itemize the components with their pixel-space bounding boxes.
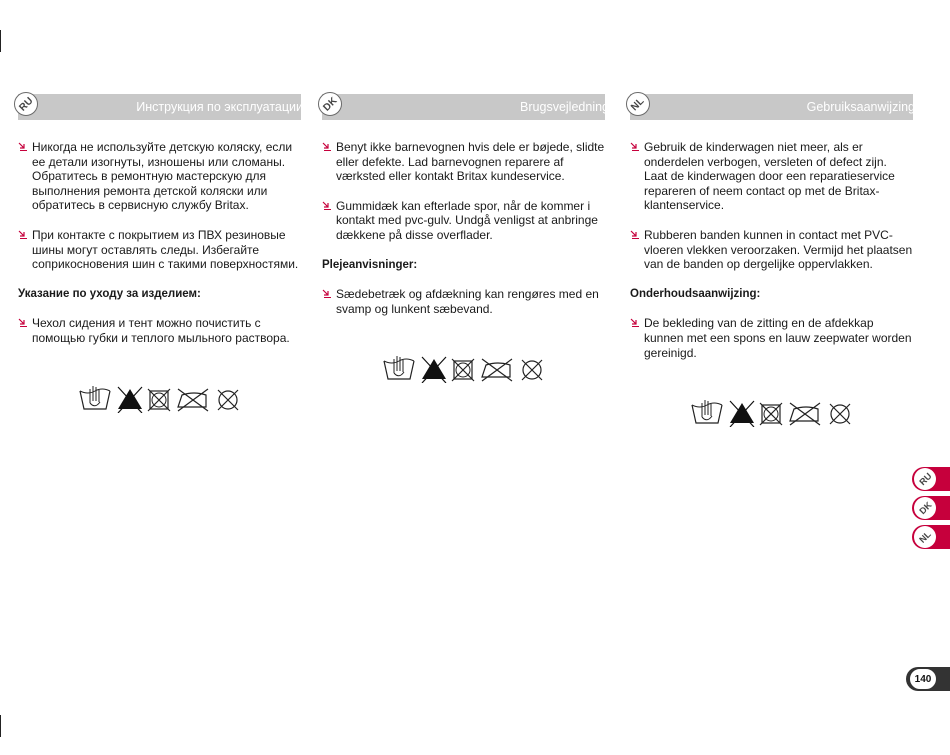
side-tab-label: NL	[917, 529, 933, 545]
arrow-bullet-icon	[18, 318, 28, 328]
arrow-bullet-icon	[322, 289, 332, 299]
column-content	[322, 120, 605, 387]
column-content	[630, 120, 913, 431]
no-iron-icon	[790, 403, 820, 425]
language-badge	[318, 92, 342, 116]
side-tab-ru[interactable]	[912, 467, 950, 491]
side-tab-dk[interactable]	[912, 496, 950, 520]
list-item	[18, 140, 301, 213]
no-bleach-icon	[118, 387, 142, 413]
care-heading: Plejeanvisninger:	[322, 258, 418, 271]
arrow-bullet-icon	[322, 142, 332, 152]
side-tab-badge	[914, 468, 936, 490]
crop-mark-top	[0, 30, 1, 52]
language-badge	[626, 92, 650, 116]
column-title: Gebruiksaanwijzing	[806, 100, 915, 114]
no-bleach-icon	[730, 401, 754, 427]
care-symbols	[382, 353, 552, 383]
no-bleach-icon	[422, 357, 446, 383]
list-item-text: Sædebetræk og afdækning kan rengøres med en svamp og lunkent sæbevand.	[336, 287, 599, 316]
arrow-bullet-icon	[630, 318, 640, 328]
list-item	[630, 140, 913, 213]
list-item	[18, 228, 301, 272]
care-heading: Указание по уходу за изделием:	[18, 287, 201, 300]
hand-wash-icon	[692, 400, 722, 423]
side-tab-nl[interactable]	[912, 525, 950, 549]
no-tumble-dry-icon	[148, 389, 170, 411]
no-dry-clean-icon	[522, 360, 542, 380]
column-title: Инструкция по эксплуатации	[136, 100, 303, 114]
list-item	[630, 228, 913, 272]
no-tumble-dry-icon	[452, 359, 474, 381]
no-tumble-dry-icon	[760, 403, 782, 425]
language-badge	[14, 92, 38, 116]
arrow-bullet-icon	[18, 142, 28, 152]
column-header	[320, 94, 609, 120]
arrow-bullet-icon	[630, 142, 640, 152]
list-item	[322, 140, 605, 184]
hand-wash-icon	[80, 386, 110, 409]
arrow-bullet-icon	[18, 230, 28, 240]
page-number-tab	[906, 667, 950, 691]
side-tab-label: DK	[916, 499, 934, 517]
language-code: NL	[629, 95, 647, 113]
column-header	[630, 94, 913, 120]
page-number: 140	[909, 668, 937, 690]
list-item-text: Rubberen banden kunnen in contact met PVC-vloeren vlekken veroorzaken. Vermijd het plaatsen van de banden op dergelijke oppervlakken.	[644, 227, 913, 272]
column-nl	[630, 94, 913, 431]
list-item-text: Чехол сидения и тент можно почистить с помощью губки и теплого мыльного раствора.	[32, 316, 290, 345]
arrow-bullet-icon	[322, 201, 332, 211]
list-item	[322, 199, 605, 243]
care-heading: Onderhoudsaanwijzing:	[630, 287, 761, 300]
column-header	[18, 94, 301, 120]
hand-wash-icon	[384, 356, 414, 379]
side-tab-label: RU	[916, 470, 934, 488]
crop-mark-bottom	[0, 715, 1, 737]
list-item-text: Никогда не используйте детскую коляску, если ее детали изогнуты, изношены или сломаны. Обратитесь в ремонтную мастерскую для выполнения ремонта детской коляски или обратитесь в сервисную службу Britax.	[32, 140, 293, 213]
column-dk	[320, 94, 609, 387]
column-title: Brugsvejledning	[520, 100, 609, 114]
list-item	[630, 316, 913, 360]
language-code: DK	[320, 94, 340, 114]
list-item	[322, 287, 605, 316]
list-item-text: Benyt ikke barnevognen hvis dele er bøjede, slidte eller defekte. Lad barnevognen reparere af værksted eller kontakt Britax kundeservice.	[336, 140, 605, 184]
no-dry-clean-icon	[218, 390, 238, 410]
list-item-text: При контакте с покрытием из ПВХ резиновые шины могут оставлять следы. Избегайте соприкосновения шин с такими поверхностями.	[32, 227, 299, 272]
list-item-text: Gebruik de kinderwagen niet meer, als er onderdelen verbogen, versleten of defect zijn. Laat de kinderwagen door een reparatieservice repareren of neem contact op met de Britax-klantenservice.	[644, 140, 895, 213]
list-item-text: De bekleding van de zitting en de afdekkap kunnen met een spons en lauw zeepwater worden gereinigd.	[644, 316, 912, 360]
no-iron-icon	[178, 389, 208, 411]
no-dry-clean-icon	[830, 404, 850, 424]
list-item	[18, 316, 301, 345]
care-symbols	[78, 383, 248, 413]
no-iron-icon	[482, 359, 512, 381]
side-tab-badge	[914, 497, 936, 519]
column-ru	[18, 94, 301, 416]
care-symbols	[690, 397, 860, 427]
column-content	[18, 120, 301, 416]
list-item-text: Gummidæk kan efterlade spor, når de kommer i kontakt med pvc-gulv. Undgå venligst at anbringe dækkene på disse overflader.	[336, 198, 598, 242]
arrow-bullet-icon	[630, 230, 640, 240]
language-code: RU	[16, 94, 36, 114]
side-tab-badge	[914, 526, 936, 548]
